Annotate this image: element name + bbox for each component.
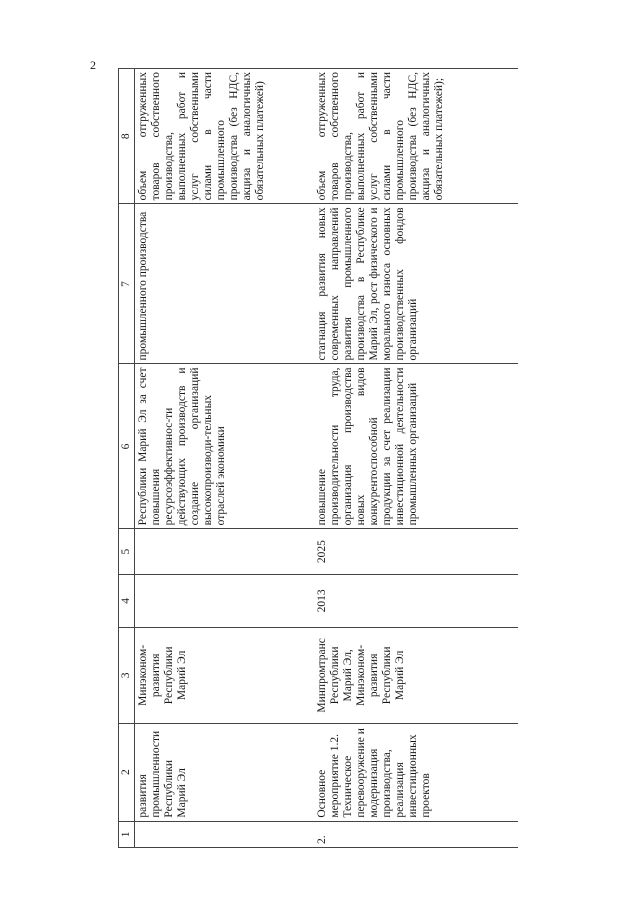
responsible-executor: Минэконом-развития Республики Марий Эл	[135, 628, 315, 724]
rotated-table-container	[118, 68, 538, 848]
row-number: 2.	[314, 821, 518, 847]
related-indicator: объем отгруженных товаров собственного производства, выполненных работ и услуг собственными силами в части промышленного производства (без НДС, акциза и аналогичных обязательных платежей);	[314, 69, 518, 204]
expected-result: Республики Марий Эл за счет повышения ресурсоэффективнос-ти действующих производств и создание организаций высокопроизводи-тельных отраслей экономики	[135, 364, 315, 529]
header-col-5: 5	[119, 529, 135, 574]
related-indicator: объем отгруженных товаров собственного производства, выполненных работ и услуг собственными силами в части промышленного производства (без НДС, акциза и аналогичных обязательных платежей)	[135, 69, 315, 204]
page-number: 2	[90, 58, 96, 72]
header-col-7: 7	[119, 204, 135, 364]
table-row	[314, 69, 518, 848]
table-row	[135, 69, 315, 848]
end-year: 2025	[314, 529, 518, 574]
end-year	[135, 529, 315, 574]
row-number	[135, 821, 315, 847]
table-header-row	[119, 69, 135, 848]
header-col-1: 1	[119, 821, 135, 847]
responsible-executor: Минпромтранс Республики Марий Эл, Минэконом-развития Республики Марий Эл	[314, 628, 518, 724]
measure-name: Основное мероприятие 1.2. Техническое перевооружение и модернизация производства, реализация инвестиционных проектов	[314, 723, 518, 821]
non-implementation-consequence: стагнация развития новых современных направлений развития промышленного производства в Республике Марий Эл, рост физического и морального износа основных производственных фондов организаций	[314, 204, 518, 364]
non-implementation-consequence: промышленного производства	[135, 204, 315, 364]
header-col-6: 6	[119, 364, 135, 529]
start-year: 2013	[314, 574, 518, 627]
header-col-3: 3	[119, 628, 135, 724]
header-col-2: 2	[119, 723, 135, 821]
start-year	[135, 574, 315, 627]
measure-name: развития промышленности Республики Марий Эл	[135, 723, 315, 821]
program-measures-table	[118, 68, 518, 848]
header-col-8: 8	[119, 69, 135, 204]
header-col-4: 4	[119, 574, 135, 627]
expected-result: повышение производительности труда, организация производства новых видов конкурентоспособной продукции за счет реализации инвестиционной деятельности промышленных организаций	[314, 364, 518, 529]
